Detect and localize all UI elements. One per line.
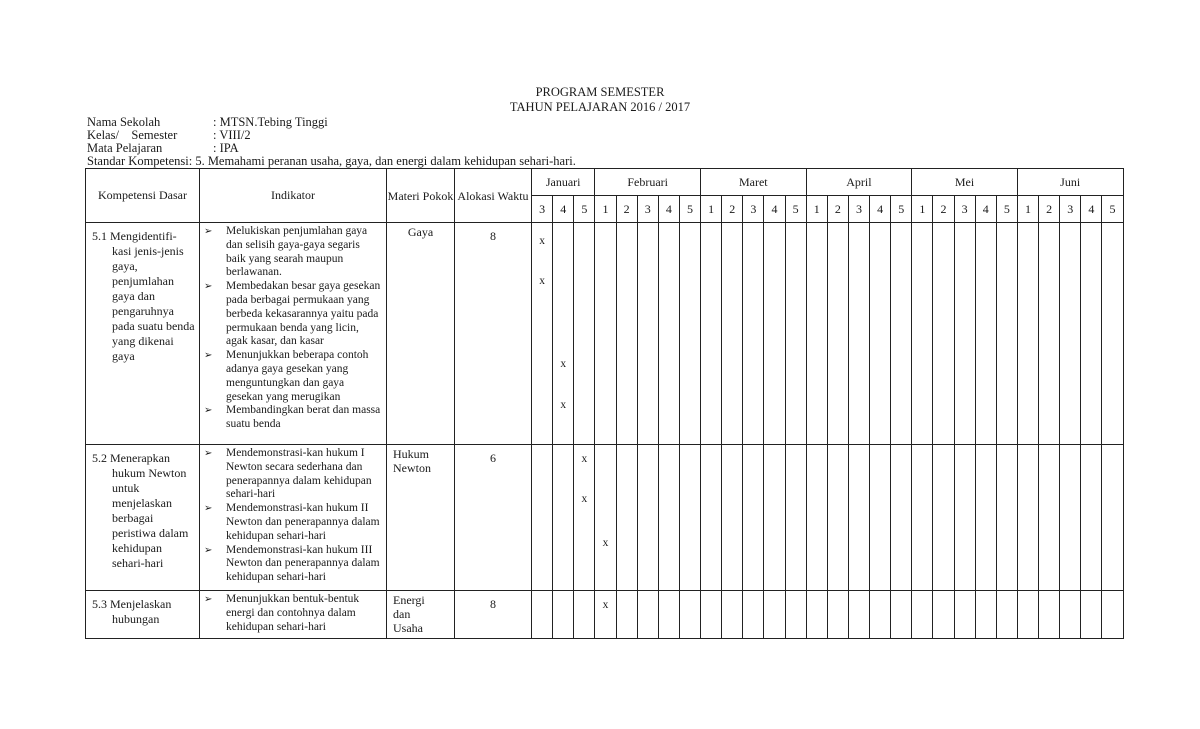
week-cell xyxy=(1102,223,1123,445)
indikator-cell xyxy=(200,223,387,445)
kd-number: 5.1 Mengidentifi- xyxy=(92,229,177,243)
week-header: 5 xyxy=(679,196,700,223)
arrow-bullet-icon: ➢ xyxy=(204,544,213,556)
week-cell xyxy=(637,445,658,591)
materi-pokok-cell xyxy=(387,591,455,639)
week-cell xyxy=(701,591,722,639)
week-cell xyxy=(806,223,827,445)
week-cell xyxy=(1102,445,1123,591)
week-cell xyxy=(1039,445,1060,591)
week-cell xyxy=(1017,591,1038,639)
week-cell xyxy=(595,445,616,591)
week-cell xyxy=(1017,445,1038,591)
materi-pokok-text: Hukum Newton xyxy=(393,447,431,475)
arrow-bullet-icon: ➢ xyxy=(204,594,213,605)
week-cell xyxy=(616,591,637,639)
week-cell xyxy=(848,445,869,591)
week-cell xyxy=(1102,591,1123,639)
week-header: 3 xyxy=(954,196,975,223)
week-cell xyxy=(722,591,743,639)
week-cell xyxy=(975,445,996,591)
indikator-item xyxy=(204,544,382,585)
arrow-bullet-icon: ➢ xyxy=(204,448,213,459)
kompetensi-dasar-cell xyxy=(86,223,200,445)
indikator-text: Membandingkan berat dan massa suatu benda xyxy=(226,404,381,431)
arrow-bullet-icon: ➢ xyxy=(204,226,213,237)
week-cell xyxy=(679,445,700,591)
week-cell xyxy=(806,445,827,591)
week-header: 3 xyxy=(532,196,553,223)
table-row xyxy=(86,591,1124,639)
week-header: 5 xyxy=(785,196,806,223)
week-cell xyxy=(954,445,975,591)
kd-text: kasi jenis-jenis gaya, penjumlahan gaya dan pengaruhnya pada suatu benda yang dikenai gaya xyxy=(112,244,195,363)
week-cell xyxy=(764,591,785,639)
week-cell xyxy=(701,223,722,445)
indikator-text: Menunjukkan bentuk-bentuk energi dan contohnya dalam kehidupan sehari-hari xyxy=(226,593,360,633)
week-header: 5 xyxy=(996,196,1017,223)
week-cell xyxy=(996,445,1017,591)
week-header: 1 xyxy=(701,196,722,223)
month-header: Mei xyxy=(912,169,1018,196)
week-cell xyxy=(827,223,848,445)
week-cell xyxy=(996,223,1017,445)
week-cell xyxy=(785,445,806,591)
week-cell xyxy=(954,223,975,445)
week-cell xyxy=(891,223,912,445)
standar-kompetensi: Standar Kompetensi: 5. Memahami peranan usaha, gaya, dan energi dalam kehidupan sehari-hari. xyxy=(87,154,576,168)
indikator-item xyxy=(204,404,382,432)
indikator-item xyxy=(204,349,382,404)
week-cell xyxy=(933,445,954,591)
week-cell xyxy=(1081,591,1102,639)
week-cell xyxy=(722,223,743,445)
info-label: Mata Pelajaran xyxy=(87,141,163,155)
month-header: Januari xyxy=(532,169,595,196)
week-cell xyxy=(891,591,912,639)
week-cell xyxy=(1060,445,1081,591)
week-cell xyxy=(764,223,785,445)
document-title: PROGRAM SEMESTER xyxy=(535,85,665,99)
week-cell xyxy=(574,445,595,591)
week-cell xyxy=(532,591,553,639)
week-cell xyxy=(595,591,616,639)
week-cell xyxy=(553,223,574,445)
week-header: 4 xyxy=(1081,196,1102,223)
schedule-mark: x xyxy=(539,235,545,247)
info-value: : IPA xyxy=(213,141,239,155)
week-cell xyxy=(553,445,574,591)
materi-pokok-text: Energi dan Usaha xyxy=(393,593,425,635)
schedule-mark: x xyxy=(560,399,567,411)
schedule-mark: x xyxy=(602,599,609,611)
month-header: Februari xyxy=(595,169,701,196)
week-cell xyxy=(785,591,806,639)
indikator-text: Mendemonstrasi-kan hukum III Newton dan penerapannya dalam kehidupan sehari-hari xyxy=(226,543,380,584)
alokasi-waktu-cell: 8 xyxy=(455,223,532,445)
week-header: 5 xyxy=(574,196,595,223)
week-cell xyxy=(912,445,933,591)
indikator-item xyxy=(204,225,382,280)
week-header: 3 xyxy=(1060,196,1081,223)
indikator-item xyxy=(204,502,382,543)
week-cell xyxy=(975,223,996,445)
week-cell xyxy=(1060,591,1081,639)
week-cell xyxy=(658,445,679,591)
week-cell xyxy=(574,223,595,445)
week-cell xyxy=(933,591,954,639)
week-cell xyxy=(532,223,553,445)
week-header: 1 xyxy=(912,196,933,223)
week-header: 1 xyxy=(1017,196,1038,223)
schedule-mark: x xyxy=(560,358,567,370)
week-header: 4 xyxy=(658,196,679,223)
week-cell xyxy=(827,591,848,639)
week-header: 2 xyxy=(933,196,954,223)
table-row xyxy=(86,223,1124,445)
week-cell xyxy=(870,223,891,445)
week-cell xyxy=(848,591,869,639)
indikator-text: Menunjukkan beberapa contoh adanya gaya gesekan yang menguntungkan dan gaya gesekan yang merugikan xyxy=(226,349,369,403)
arrow-bullet-icon: ➢ xyxy=(204,350,213,362)
materi-pokok-text: Gaya xyxy=(407,225,434,239)
header-kompetensi-dasar: Kompetensi Dasar xyxy=(86,169,200,223)
info-value: : MTSN.Tebing Tinggi xyxy=(213,115,328,129)
week-cell xyxy=(701,445,722,591)
schedule-mark: x xyxy=(602,537,609,549)
week-cell xyxy=(870,445,891,591)
week-header: 1 xyxy=(806,196,827,223)
week-cell xyxy=(637,591,658,639)
kd-number: 5.2 Menerapkan xyxy=(92,451,170,465)
week-header: 2 xyxy=(1039,196,1060,223)
indikator-cell xyxy=(200,591,387,639)
week-cell xyxy=(1017,223,1038,445)
week-header: 1 xyxy=(595,196,616,223)
indikator-item xyxy=(204,280,382,349)
schedule-mark: x xyxy=(539,275,545,287)
materi-pokok-cell xyxy=(387,223,455,445)
week-cell xyxy=(722,445,743,591)
info-label: Kelas/ Semester xyxy=(87,128,178,142)
indikator-text: Mendemonstrasi-kan hukum II Newton dan penerapannya dalam kehidupan sehari-hari xyxy=(226,502,380,542)
week-cell xyxy=(1081,445,1102,591)
week-cell xyxy=(1060,223,1081,445)
week-header: 3 xyxy=(637,196,658,223)
week-cell xyxy=(679,591,700,639)
week-cell xyxy=(912,223,933,445)
week-cell xyxy=(870,591,891,639)
week-cell xyxy=(1039,591,1060,639)
week-cell xyxy=(743,445,764,591)
arrow-bullet-icon: ➢ xyxy=(204,281,213,293)
week-cell xyxy=(679,223,700,445)
indikator-text: Mendemonstrasi-kan hukum I Newton secara sederhana dan penerapannya dalam kehidupan sehari-hari xyxy=(226,447,372,501)
week-cell xyxy=(827,445,848,591)
week-cell xyxy=(996,591,1017,639)
header-indikator: Indikator xyxy=(200,169,387,223)
header-materi-pokok: Materi Pokok xyxy=(387,169,455,223)
arrow-bullet-icon: ➢ xyxy=(204,503,213,515)
week-header: 3 xyxy=(743,196,764,223)
week-cell xyxy=(743,223,764,445)
week-cell xyxy=(912,591,933,639)
indikator-cell xyxy=(200,445,387,591)
kd-number: 5.3 Menjelaskan xyxy=(92,597,172,611)
week-cell xyxy=(848,223,869,445)
document-subtitle: TAHUN PELAJARAN 2016 / 2017 xyxy=(509,100,691,114)
week-cell xyxy=(806,591,827,639)
week-cell xyxy=(764,445,785,591)
week-cell xyxy=(891,445,912,591)
month-header: Maret xyxy=(701,169,807,196)
week-cell xyxy=(574,591,595,639)
week-header: 3 xyxy=(848,196,869,223)
kompetensi-dasar-cell xyxy=(86,591,200,639)
info-value: : VIII/2 xyxy=(213,128,251,142)
week-cell xyxy=(933,223,954,445)
week-cell xyxy=(1039,223,1060,445)
month-header: Juni xyxy=(1017,169,1123,196)
week-cell xyxy=(616,223,637,445)
arrow-bullet-icon: ➢ xyxy=(204,405,213,417)
week-header: 5 xyxy=(891,196,912,223)
materi-pokok-cell xyxy=(387,445,455,591)
schedule-mark: x xyxy=(581,493,588,505)
week-header: 4 xyxy=(553,196,574,223)
header-alokasi-waktu: Alokasi Waktu xyxy=(455,169,532,223)
indikator-text: Membedakan besar gaya gesekan pada berbagai permukaan yang berbeda kekasarannya yaitu pada permukaan benda yang licin, agak kasar, dan kasar xyxy=(226,280,381,348)
week-cell xyxy=(595,223,616,445)
schedule-mark: x xyxy=(581,453,588,465)
indikator-text: Melukiskan penjumlahan gaya dan selisih gaya-gaya segaris baik yang searah maupun berlawanan. xyxy=(226,225,368,279)
week-cell xyxy=(954,591,975,639)
table-row xyxy=(86,445,1124,591)
week-cell xyxy=(975,591,996,639)
week-cell xyxy=(1081,223,1102,445)
week-header: 5 xyxy=(1102,196,1123,223)
info-label: Nama Sekolah xyxy=(87,115,161,129)
week-header: 2 xyxy=(827,196,848,223)
week-header: 4 xyxy=(764,196,785,223)
kompetensi-dasar-cell xyxy=(86,445,200,591)
kd-text: hubungan xyxy=(112,612,160,626)
alokasi-waktu-cell: 8 xyxy=(455,591,532,639)
week-cell xyxy=(553,591,574,639)
semester-table xyxy=(85,168,1124,639)
week-cell xyxy=(743,591,764,639)
week-cell xyxy=(658,223,679,445)
week-cell xyxy=(658,591,679,639)
kd-text: hukum Newton untuk menjelaskan berbagai peristiwa dalam kehidupan sehari-hari xyxy=(112,466,189,570)
week-header: 4 xyxy=(870,196,891,223)
week-header: 2 xyxy=(616,196,637,223)
week-cell xyxy=(532,445,553,591)
month-header: April xyxy=(806,169,912,196)
indikator-item xyxy=(204,447,382,502)
week-header: 2 xyxy=(722,196,743,223)
alokasi-waktu-cell: 6 xyxy=(455,445,532,591)
week-cell xyxy=(637,223,658,445)
week-cell xyxy=(616,445,637,591)
indikator-item xyxy=(204,593,382,634)
week-header: 4 xyxy=(975,196,996,223)
week-cell xyxy=(785,223,806,445)
